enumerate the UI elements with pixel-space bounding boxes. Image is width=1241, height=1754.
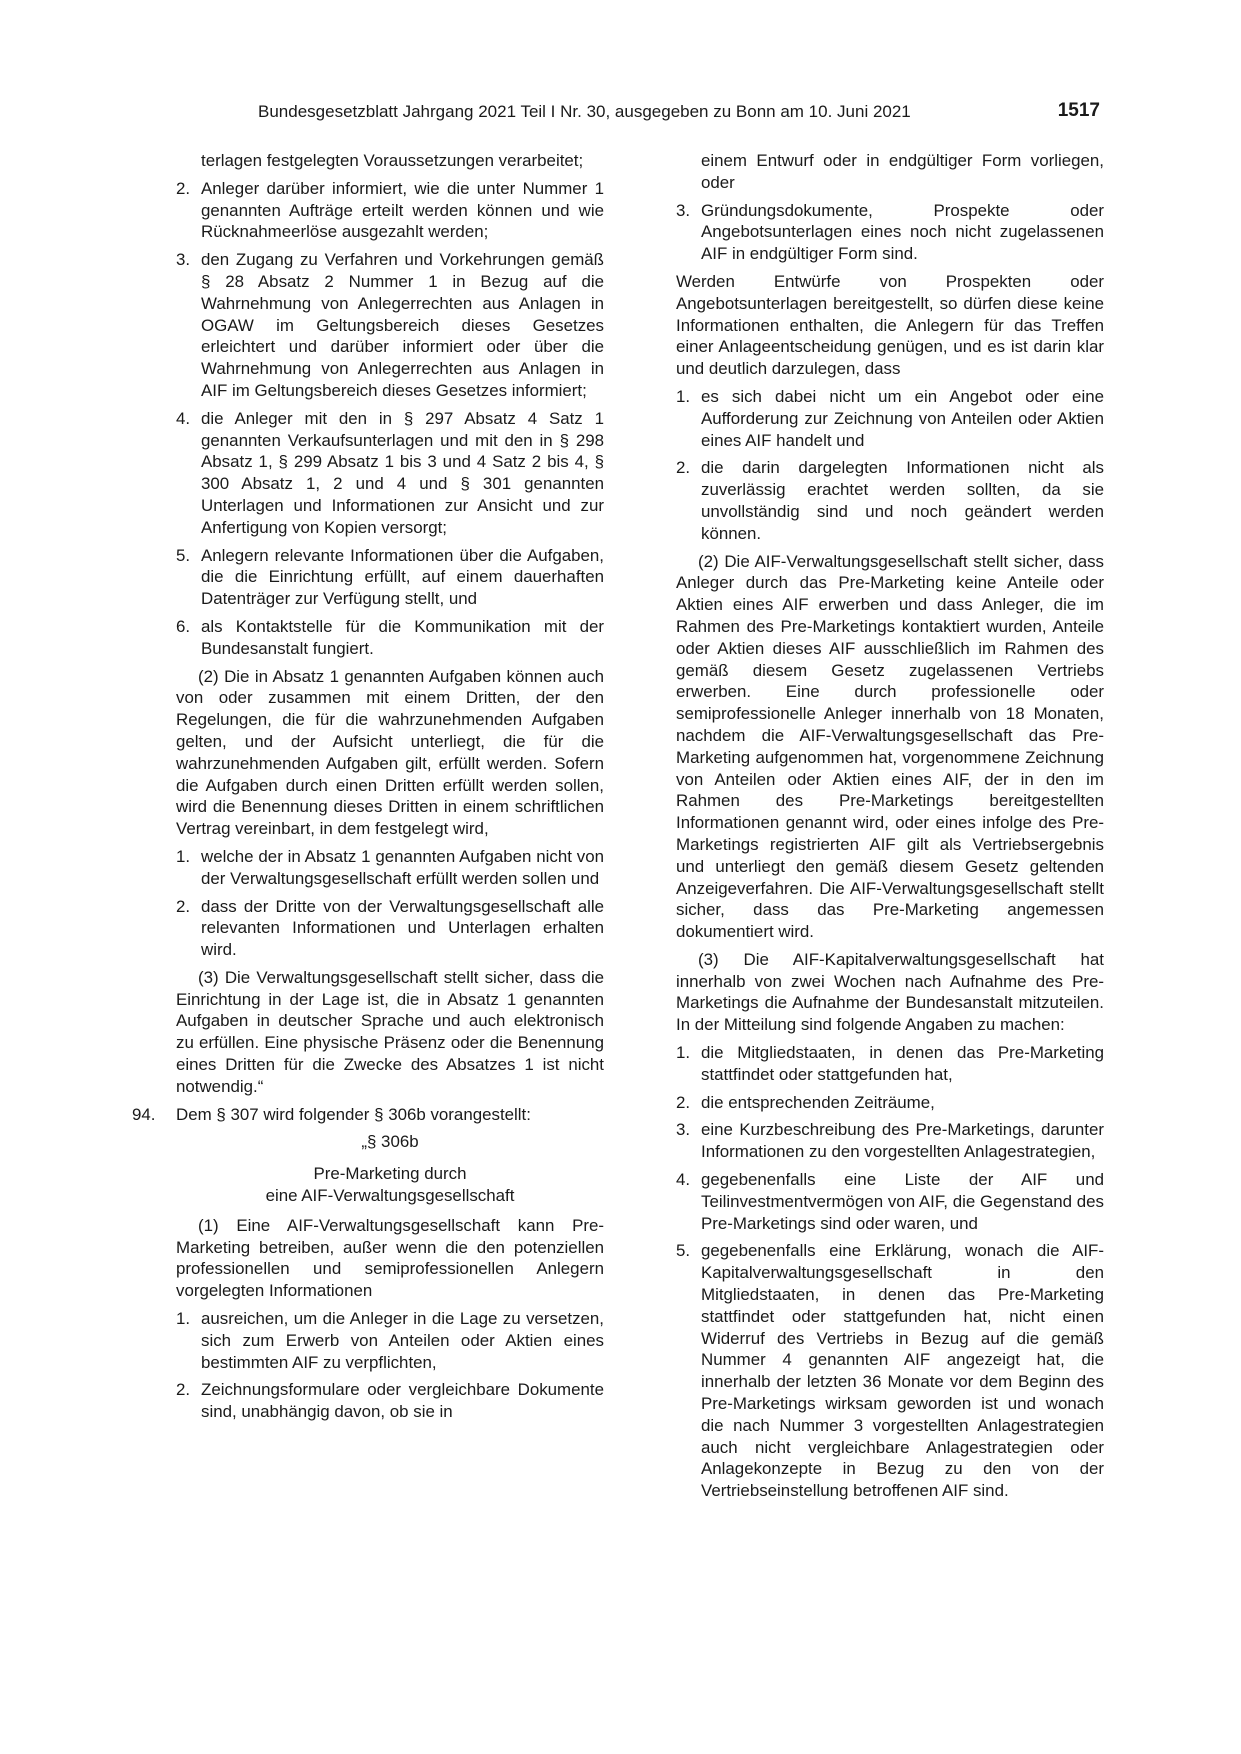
paragraph-3: (3) Die Verwaltungsgesellschaft stellt sicher, dass die Einrichtung in der Lage ist, die in Absatz 1 genannten Aufgaben in deutscher Sprache und auch elektronisch zu erfüllen. Eine physische Präsenz oder die Benennung eines Dritten für die Zwecke des Absatzes 1 ist nicht notwendig.“ bbox=[176, 967, 604, 1096]
section-title-line-2: eine AIF-Verwaltungsgesellschaft bbox=[265, 1186, 515, 1206]
amendment-number: 94. bbox=[132, 1104, 156, 1124]
list-item: 2. dass der Dritte von der Verwaltungsgesellschaft alle relevanten Informationen und Unterlagen erhalten wird. bbox=[176, 896, 604, 960]
amendment-text: Dem § 307 wird folgender § 306b vorangestellt: bbox=[176, 1104, 531, 1124]
paragraph-drafts: Werden Entwürfe von Prospekten oder Angebotsunterlagen bereitgestellt, so dürfen diese keine Informationen enthalten, die Anlegern für das Treffen einer Anlageentscheidung genügen, und es ist darin klar und deutlich darzulegen, dass bbox=[676, 271, 1104, 379]
page-number: 1517 bbox=[1057, 100, 1100, 121]
list-item: 3. den Zugang zu Verfahren und Vorkehrungen gemäß § 28 Absatz 2 Nummer 1 in Bezug auf die Wahrnehmung von Anlegerrechten aus Anlagen in OGAW im Geltungsbereich dieses Gesetzes erleichtert und darüber informiert oder über die Wahrnehmung von Anlegerrechten aus Anlagen in AIF im Geltungsbereich dieses Gesetzes informiert; bbox=[176, 250, 604, 400]
section-heading bbox=[176, 1131, 604, 1206]
section-paragraph-2: (2) Die AIF-Verwaltungsgesellschaft stellt sicher, dass Anleger durch das Pre-Marketing keine Anteile oder Aktien eines AIF erwerben und dass Anleger, die im Rahmen des Pre-Marketings kontaktiert wurden, Anteile oder Aktien dieses AIF ausschließlich im Rahmen des gemäß diesem Gesetz zugelassenen Vertriebs erwerben. Eine durch professionelle oder semiprofessionelle Anleger innerhalb von 18 Monaten, nachdem die AIF-Verwaltungsgesellschaft das Pre-Marketing aufgenommen hat, vorgenommene Zeichnung von Anteilen oder Aktien eines AIF, der in den im Rahmen des Pre-Marketings bereitgestellten Informationen genannt wird, oder eines infolge des Pre-Marketings registrierten AIF gilt als Vertriebsergebnis und unterliegt den gemäß diesem Gesetz geltenden Anzeigeverfahren. Die AIF-Verwaltungsgesellschaft stellt sicher, dass das Pre-Marketing angemessen dokumentiert wird. bbox=[676, 551, 1104, 942]
list-item: 2. die entsprechenden Zeiträume, bbox=[676, 1092, 935, 1112]
left-column bbox=[132, 150, 604, 1429]
list-item: 1. welche der in Absatz 1 genannten Aufgaben nicht von der Verwaltungsgesellschaft erfüllt werden sollen und bbox=[176, 846, 604, 888]
list-item: 2. die darin dargelegten Informationen nicht als zuverlässig erachtet werden sollten, da sie unvollständig sind und noch geändert werden können. bbox=[676, 458, 1104, 543]
list-item: 2. Anleger darüber informiert, wie die unter Nummer 1 genannten Aufträge erteilt werden können und wie Rücknahmeerlöse ausgezahlt werden; bbox=[176, 178, 604, 242]
section-number: „§ 306b bbox=[361, 1132, 419, 1152]
section-title-line-1: Pre-Marketing durch bbox=[313, 1164, 467, 1184]
running-header: Bundesgesetzblatt Jahrgang 2021 Teil I Nr. 30, ausgegeben zu Bonn am 10. Juni 2021 bbox=[258, 102, 911, 121]
list-item: 3. eine Kurzbeschreibung des Pre-Marketings, darunter Informationen zu den vorgestellten Anlagestrategien, bbox=[676, 1120, 1104, 1162]
section-paragraph-1: (1) Eine AIF-Verwaltungsgesellschaft kann Pre-Marketing betreiben, außer wenn die den potenziellen professionellen und semiprofessionellen Anlegern vorgelegten Informationen bbox=[176, 1215, 604, 1301]
list-item: 5. gegebenenfalls eine Erklärung, wonach die AIF-Kapitalverwaltungsgesellschaft in den Mitgliedstaaten, in denen das Pre-Marketing stattfindet oder stattgefunden hat, nicht einen Widerruf des Vertriebs in Bezug auf die gemäß Nummer 4 genannten AIF angezeigt hat, die innerhalb der letzten 36 Monate vor dem Beginn des Pre-Marketings wirksam geworden ist und wonach die nach Nummer 3 vorgestellten Anlagestrategien auch nicht vergleichbare Anlagestrategien oder Anlagekonzepte in Bezug zu den von der Vertriebseinstellung betroffenen AIF sind. bbox=[676, 1241, 1104, 1501]
page-header bbox=[180, 100, 1110, 124]
list-item: 3. Gründungsdokumente, Prospekte oder Angebotsunterlagen eines noch nicht zugelassenen AIF in endgültiger Form sind. bbox=[676, 200, 1104, 264]
list-item: 2. Zeichnungsformulare oder vergleichbare Dokumente sind, unabhängig davon, ob sie in bbox=[176, 1380, 604, 1422]
list-item: 1. ausreichen, um die Anleger in die Lage zu versetzen, sich zum Erwerb von Anteilen oder Aktien eines bestimmten AIF zu verpflichten, bbox=[176, 1309, 604, 1372]
continued-text: einem Entwurf oder in endgültiger Form vorliegen, oder bbox=[701, 151, 1104, 192]
paragraph-2: (2) Die in Absatz 1 genannten Aufgaben können auch von oder zusammen mit einem Dritten, der den Regelungen, die für die wahrzunehmenden Aufgaben gelten, und der Aufsicht unterliegt, die für die wahrzunehmenden Aufgaben gilt, erfüllt werden. Sofern die Aufgaben durch einen Dritten erfüllt werden sollen, wird die Benennung dieses Dritten in einem schriftlichen Vertrag vereinbart, in dem festgelegt wird, bbox=[176, 666, 604, 839]
continued-text: terlagen festgelegten Voraussetzungen verarbeitet; bbox=[201, 151, 584, 170]
list-item: 4. die Anleger mit den in § 297 Absatz 4 Satz 1 genannten Verkaufsunterlagen und mit den in § 298 Absatz 1, § 299 Absatz 1 bis 3 und 4 Satz 2 bis 4, § 300 Absatz 1, 2 und 4 und § 301 genannten Unterlagen und Informationen zur Ansicht und zur Anfertigung von Kopien versorgt; bbox=[176, 408, 604, 537]
list-item: 1. die Mitgliedstaaten, in denen das Pre-Marketing stattfindet oder stattgefunden hat, bbox=[676, 1043, 1104, 1084]
list-item: 6. als Kontaktstelle für die Kommunikation mit der Bundesanstalt fungiert. bbox=[176, 616, 604, 658]
list-item: 5. Anlegern relevante Informationen über die Aufgaben, die die Einrichtung erfüllt, auf einem dauerhaften Datenträger zur Verfügung stellt, und bbox=[176, 545, 604, 609]
section-paragraph-3: (3) Die AIF-Kapitalverwaltungsgesellschaft hat innerhalb von zwei Wochen nach Aufnahme des Pre-Marketings die Aufnahme der Bundesanstalt mitzuteilen. In der Mitteilung sind folgende Angaben zu machen: bbox=[676, 949, 1104, 1035]
amendment-item bbox=[132, 1104, 604, 1126]
list-item: 1. es sich dabei nicht um ein Angebot oder eine Aufforderung zur Zeichnung von Anteilen oder Aktien eines AIF handelt und bbox=[676, 386, 1104, 450]
list-item: 4. gegebenenfalls eine Liste der AIF und Teilinvestmentvermögen von AIF, die Gegenstand des Pre-Marketings sind oder waren, und bbox=[676, 1170, 1104, 1233]
right-column bbox=[676, 150, 1104, 1508]
